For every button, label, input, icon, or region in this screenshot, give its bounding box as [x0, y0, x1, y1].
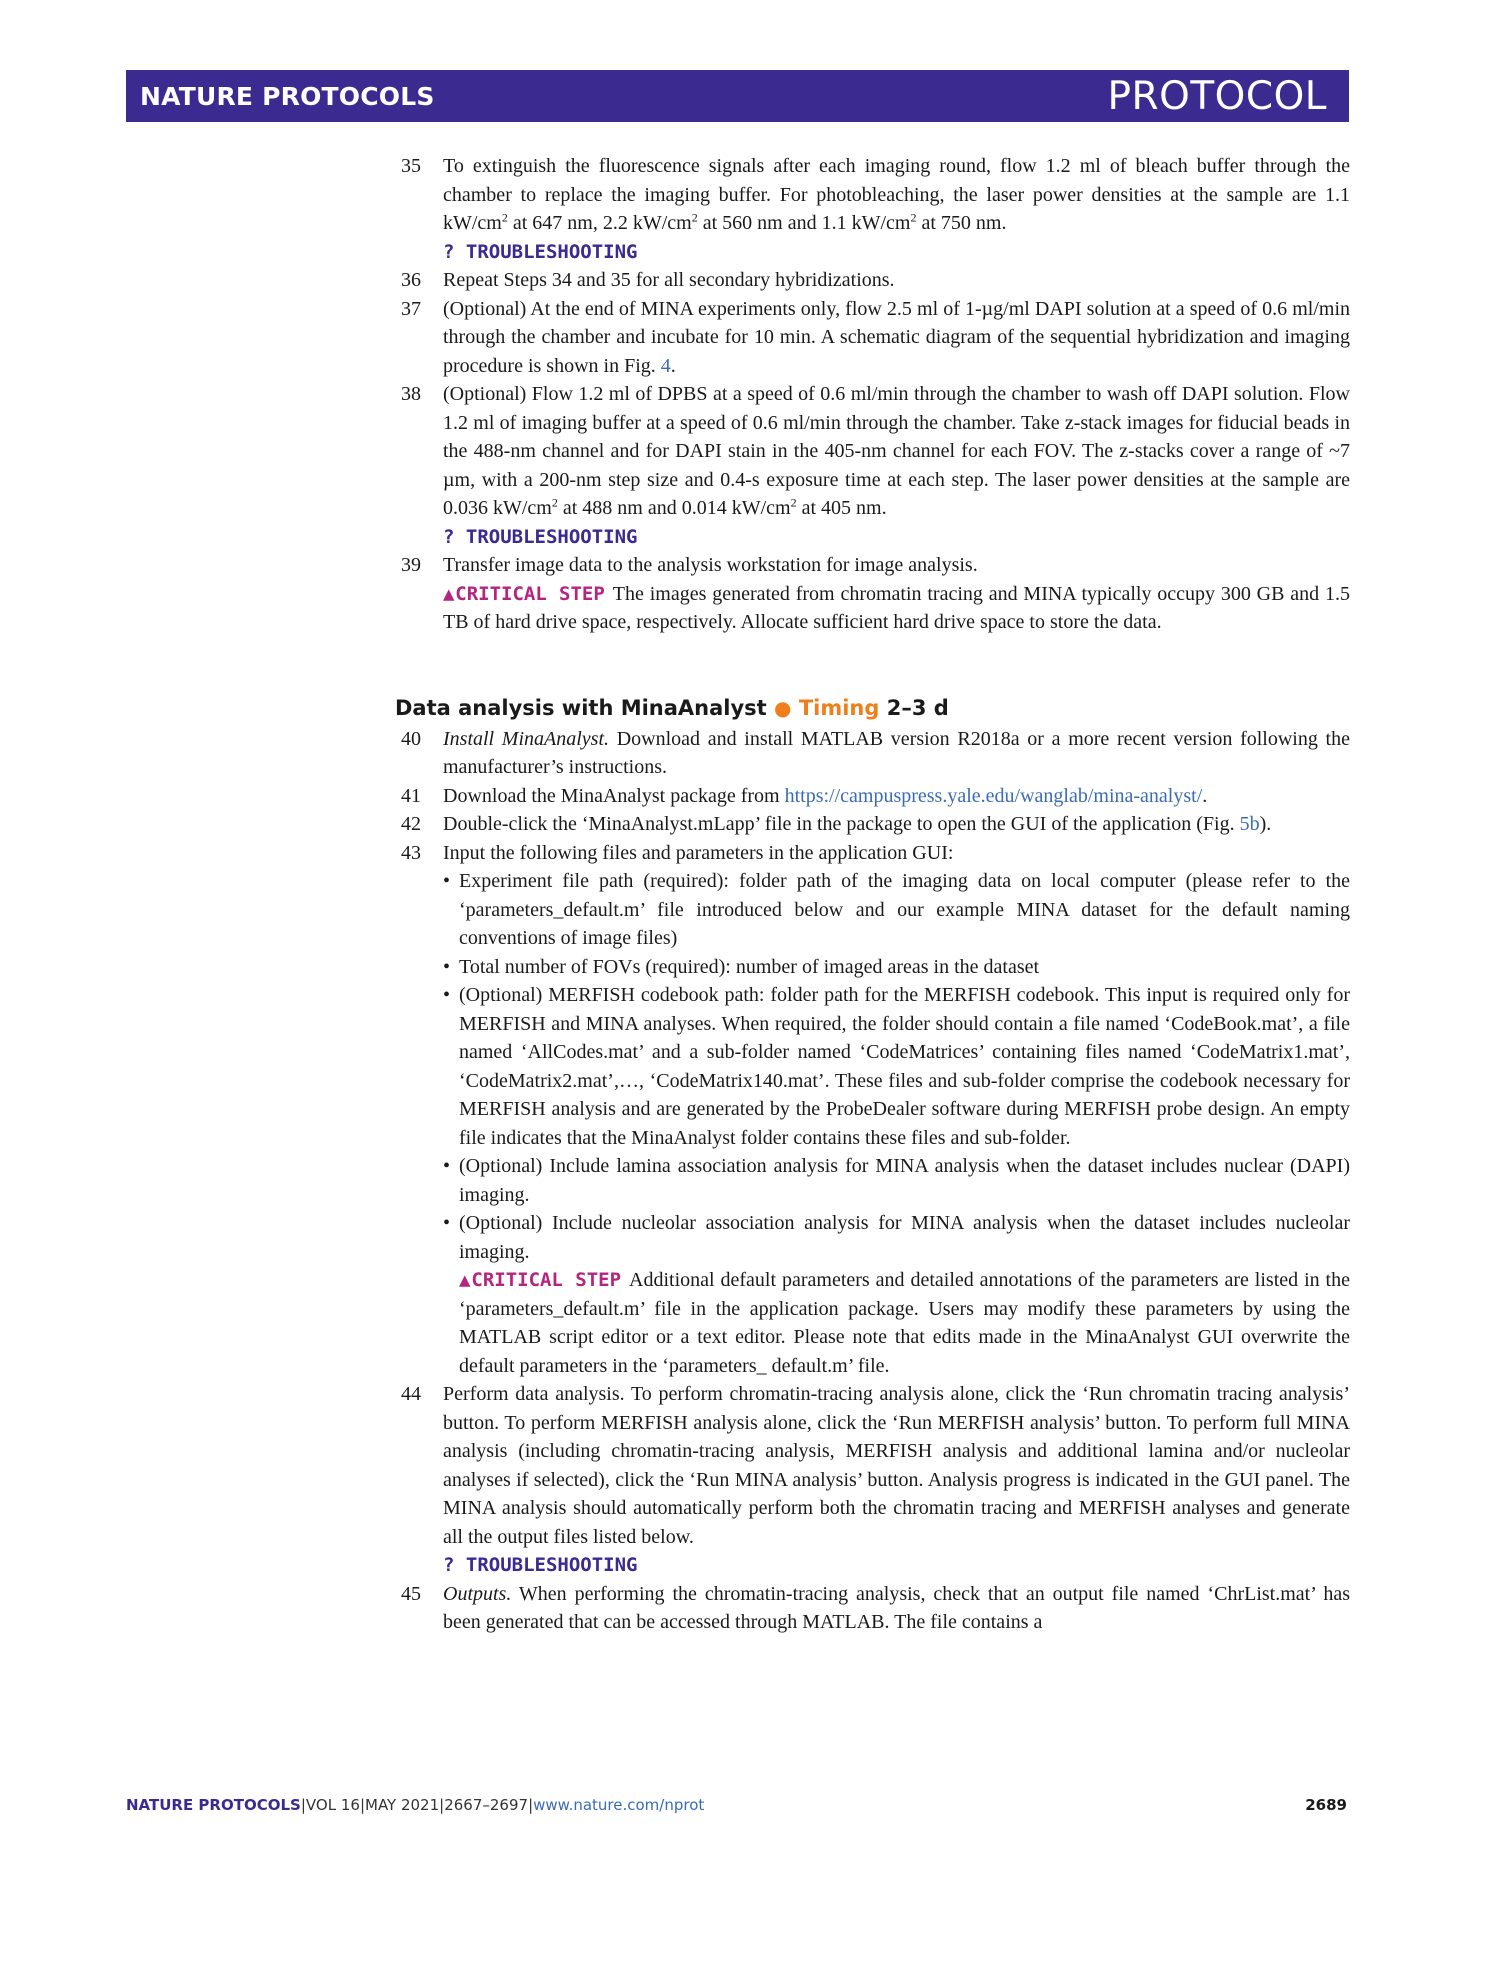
- step-text: (Optional) Flow 1.2 ml of DPBS at a speed of 0.6 ml/min through the chamber to wash off DAPI solution. Flow 1.2 ml of imaging buffer at a speed of 0.6 ml/min through the chamber. Take z-stack images for fiducial beads in the 488-nm channel and for DAPI stain in the 405-nm channel for each FOV. The z-stacks cover a range of ~7 µm, with a 200-nm step size and 0.4-s exposure time at each step. The laser power densities at the sample are 0.036 kW/cm: [443, 383, 1350, 519]
- punctuation: .: [1202, 784, 1208, 807]
- step-number: 37: [401, 297, 421, 320]
- step-number: 35: [401, 155, 421, 177]
- footer-date: MAY 2021: [365, 1796, 440, 1814]
- step-text: at 647 nm, 2.2 kW/cm: [507, 212, 692, 234]
- step-text: Perform data analysis. To perform chromatin-tracing analysis alone, click the ‘Run chromatin tracing analysis’ button. To perform MERFISH analysis alone, click the ‘Run MERFISH analysis’ button. To perform full MINA analysis (including chromatin-tracing analysis, MERFISH analysis and additional lamina and/or nucleolar analyses if selected), click the ‘Run MINA analysis’ button. Analysis progress is indicated in the GUI panel. The MINA analysis should automatically perform both the chromatin tracing and MERFISH analyses and generate all the output files listed below.: [443, 1383, 1350, 1548]
- article-type: PROTOCOL: [1107, 74, 1327, 119]
- step-42: [395, 810, 1350, 839]
- bullet-icon: •: [443, 1212, 451, 1234]
- bullet-icon: •: [443, 1155, 451, 1177]
- list-item-text: Experiment file path (required): folder path of the imaging data on local computer (please refer to the ‘parameters_default.m’ file introduced below and our example MINA dataset for the default naming conventions of image files): [459, 870, 1350, 949]
- troubleshooting-label: ? TROUBLESHOOTING: [443, 240, 638, 263]
- list-item-text: Total number of FOVs (required): number of imaged areas in the dataset: [459, 955, 1040, 978]
- separator: |: [439, 1796, 445, 1814]
- journal-name: NATURE PROTOCOLS: [140, 82, 435, 111]
- step-45: [395, 1580, 1350, 1637]
- main-content: [395, 152, 1350, 1637]
- page-footer: [126, 1796, 1349, 1814]
- troubleshooting-label: ? TROUBLESHOOTING: [443, 1554, 638, 1576]
- punctuation: .: [670, 354, 676, 377]
- step-text: at 405 nm.: [796, 497, 887, 519]
- critical-step-label: ▲CRITICAL STEP: [459, 1269, 622, 1291]
- bullet-icon: •: [443, 870, 451, 892]
- figure-link[interactable]: 5b: [1239, 813, 1260, 835]
- step-number: 43: [401, 841, 421, 864]
- superscript: 2: [790, 495, 797, 510]
- critical-step-label: ▲CRITICAL STEP: [443, 582, 605, 605]
- step-text: at 750 nm.: [916, 212, 1007, 234]
- parameter-list: [443, 867, 1350, 1266]
- list-item: [443, 1152, 1350, 1209]
- step-text: Transfer image data to the analysis workstation for image analysis.: [443, 554, 978, 576]
- list-item: [443, 953, 1350, 982]
- separator: |: [300, 1796, 306, 1814]
- step-39: [395, 551, 1350, 637]
- list-item: [443, 867, 1350, 953]
- step-text: at 560 nm and 1.1 kW/cm: [697, 212, 911, 234]
- superscript: 2: [691, 210, 698, 225]
- step-number: 40: [401, 727, 421, 750]
- step-number: 38: [401, 383, 421, 405]
- critical-step-block: [443, 1266, 1350, 1380]
- step-number: 36: [401, 269, 421, 291]
- step-44: [395, 1380, 1350, 1580]
- timing-label: Timing: [798, 695, 880, 720]
- step-40: [395, 725, 1350, 782]
- footer-url-link[interactable]: www.nature.com/nprot: [533, 1796, 705, 1814]
- step-35: [395, 152, 1350, 266]
- list-item: [443, 981, 1350, 1152]
- list-item-text: (Optional) MERFISH codebook path: folder path for the MERFISH codebook. This input is required only for MERFISH and MINA analyses. When required, the folder should contain a file named ‘CodeBook.mat’, a file named ‘AllCodes.mat’ and a sub-folder named ‘CodeMatrices’ containing files named ‘CodeMatrix1.mat’, ‘CodeMatrix2.mat’,…, ‘CodeMatrix140.mat’. These files and sub-folder comprise the codebook necessary for MERFISH analysis and are generated by the ProbeDealer software during MERFISH probe design. An empty file indicates that the MinaAnalyst folder contains these files and sub-folder.: [459, 984, 1350, 1149]
- footer-journal: NATURE PROTOCOLS: [126, 1796, 301, 1814]
- step-text: When performing the chromatin-tracing analysis, check that an output file named ‘ChrList.mat’ has been generated that can be accessed through MATLAB. The file contains a: [443, 1582, 1350, 1633]
- list-item: [443, 1209, 1350, 1266]
- package-url-link[interactable]: https://campuspress.yale.edu/wanglab/mina-analyst/: [784, 784, 1203, 807]
- timing-value: 2–3 d: [886, 695, 949, 720]
- timing-dot-icon: ●: [774, 695, 792, 720]
- step-italic-title: Install MinaAnalyst.: [443, 727, 610, 750]
- figure-link[interactable]: 4: [660, 354, 671, 377]
- step-41: [395, 782, 1350, 811]
- step-text: (Optional) At the end of MINA experiments only, flow 2.5 ml of 1-µg/ml DAPI solution at a speed of 0.6 ml/min through the chamber and incubate for 10 min. A schematic diagram of the sequential hybridization and imaging procedure is shown in Fig.: [443, 297, 1350, 377]
- step-number: 44: [401, 1383, 421, 1405]
- step-text: Input the following files and parameters in the application GUI:: [443, 841, 954, 864]
- critical-step-text: Additional default parameters and detailed annotations of the parameters are listed in the ‘parameters_default.m’ file in the application package. Users may modify these parameters by using the MATLAB script editor or a text editor. Please note that edits made in the MinaAnalyst GUI overwrite the default parameters in the ‘parameters_ default.m’ file.: [459, 1269, 1350, 1377]
- step-38: [395, 380, 1350, 551]
- step-text: Download and install MATLAB version R2018a or a more recent version following the manufacturer’s instructions.: [443, 727, 1350, 778]
- bullet-icon: •: [443, 955, 451, 978]
- superscript: 2: [551, 495, 558, 510]
- step-text: Repeat Steps 34 and 35 for all secondary hybridizations.: [443, 269, 895, 291]
- list-item-text: (Optional) Include nucleolar association analysis for MINA analysis when the dataset includes nucleolar imaging.: [459, 1212, 1350, 1263]
- step-text: Download the MinaAnalyst package from: [443, 784, 785, 807]
- separator: |: [528, 1796, 534, 1814]
- list-item-text: (Optional) Include lamina association analysis for MINA analysis when the dataset includes nuclear (DAPI) imaging.: [459, 1155, 1350, 1206]
- punctuation: ).: [1259, 813, 1272, 835]
- step-text: Double-click the ‘MinaAnalyst.mLapp’ file in the package to open the GUI of the application (Fig.: [443, 813, 1240, 835]
- step-text: To extinguish the fluorescence signals after each imaging round, flow 1.2 ml of bleach buffer through the chamber to replace the imaging buffer. For photobleaching, the laser power densities at the sample are 1.1 kW/cm: [443, 155, 1350, 234]
- section-heading: [395, 693, 1350, 723]
- step-italic-title: Outputs.: [443, 1582, 512, 1605]
- superscript: 2: [501, 210, 508, 225]
- step-43: [395, 839, 1350, 1381]
- step-37: [395, 295, 1350, 381]
- step-36: [395, 266, 1350, 295]
- step-text: at 488 nm and 0.014 kW/cm: [557, 497, 791, 519]
- footer-volume: VOL 16: [305, 1796, 360, 1814]
- step-number: 39: [401, 554, 421, 576]
- step-number: 45: [401, 1582, 421, 1605]
- critical-step-text: The images generated from chromatin tracing and MINA typically occupy 300 GB and 1.5 TB of hard drive space, respectively. Allocate sufficient hard drive space to store the data.: [443, 582, 1350, 633]
- step-number: 42: [401, 813, 421, 835]
- page-header: [126, 70, 1349, 122]
- separator: |: [359, 1796, 365, 1814]
- superscript: 2: [910, 210, 917, 225]
- bullet-icon: •: [443, 984, 451, 1006]
- page-number: 2689: [1305, 1796, 1347, 1814]
- footer-pages: 2667–2697: [444, 1796, 529, 1814]
- troubleshooting-label: ? TROUBLESHOOTING: [443, 525, 638, 548]
- section-title: Data analysis with MinaAnalyst: [395, 695, 767, 720]
- step-number: 41: [401, 784, 421, 807]
